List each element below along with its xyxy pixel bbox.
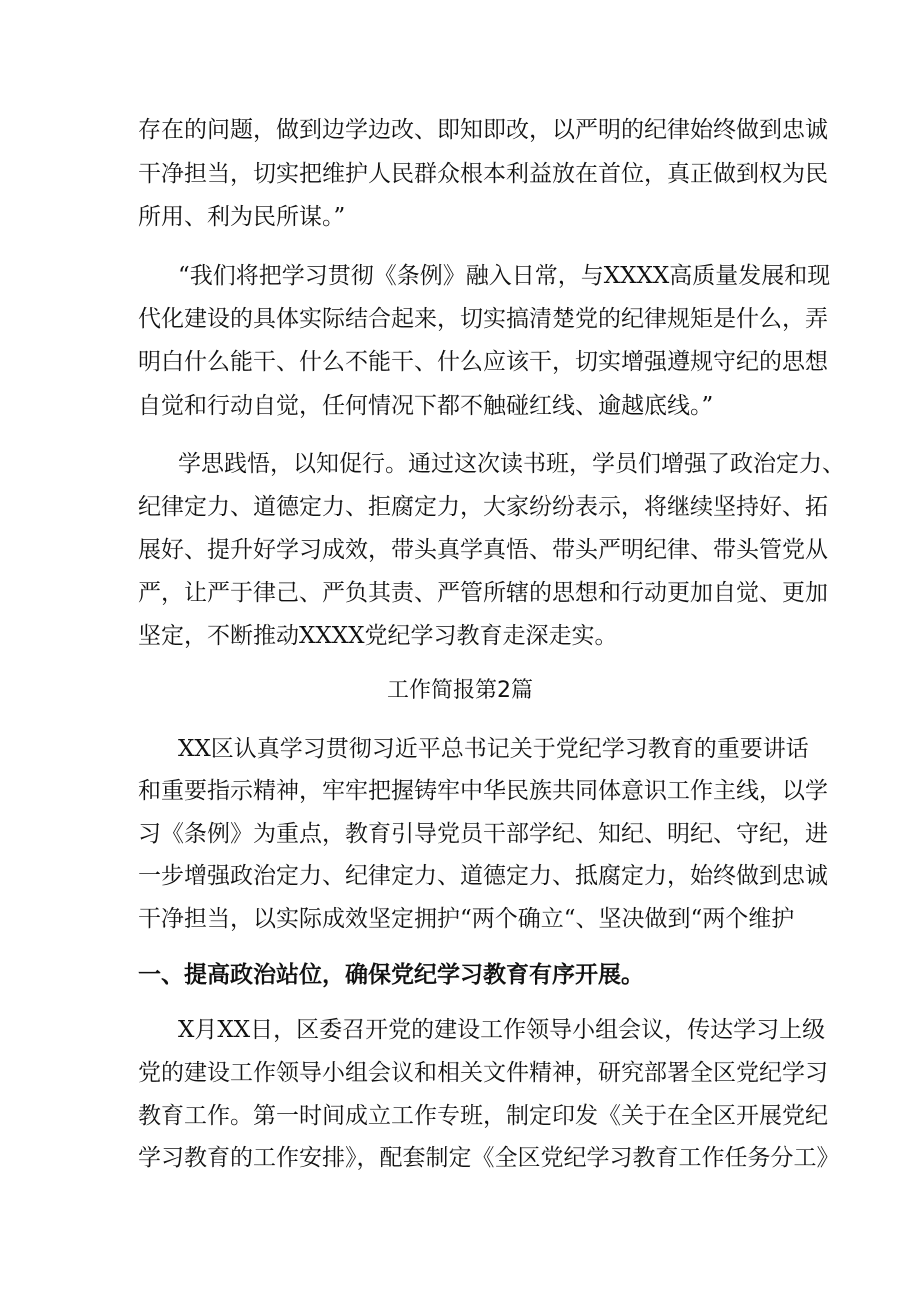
section-heading: 一、提高政治站位，确保党纪学习教育有序开展。 [138,962,644,988]
text-line: 党的建设工作领导小组会议和相关文件精神，研究部署全区党纪学习 [138,1060,828,1086]
text-line: 学思践悟，以知促行。通过这次读书班，学员们增强了政治定力、 [178,451,845,477]
text-line: X月XX日，区委召开党的建设工作领导小组会议，传达学习上级 [178,1017,826,1043]
text-line: 坚定，不断推动XXXX党纪学习教育走深走实。 [138,623,618,649]
text-line: 学习教育的工作安排》，配套制定《全区党纪学习教育工作任务分工》 [138,1145,840,1171]
text-line: XX区认真学习贯彻习近平总书记关于党纪学习教育的重要讲话 [178,736,809,762]
text-line: 习《条例》为重点，教育引导党员干部学纪、知纪、明纪、守纪，进 [138,821,828,847]
text-line: 代化建设的具体实际结合起来，切实搞清楚党的纪律规矩是什么，弄 [138,306,828,332]
text-line: 纪律定力、道德定力、拒腐定力，大家纷纷表示，将继续坚持好、拓 [138,494,828,520]
text-line: 和重要指示精神，牢牢把握铸牢中华民族共同体意识工作主线，以学 [138,778,828,804]
text-line: 明白什么能干、什么不能干、什么应该干，切实增强遵规守纪的思想 [138,349,828,375]
text-line: 干净担当，以实际成效坚定拥护“两个确立“、坚决做到“两个维护 [138,906,795,932]
text-line: 教育工作。第一时间成立工作专班，制定印发《关于在全区开展党纪 [138,1103,828,1129]
text-line: 一步增强政治定力、纪律定力、道德定力、抵腐定力，始终做到忠诚 [138,863,828,889]
section-title: 工作简报第2篇 [387,678,533,703]
text-line: 自觉和行动自觉，任何情况下都不触碰红线、逾越底线。” [138,393,714,419]
text-line: 所用、利为民所谋。” [138,204,346,230]
text-line: “我们将把学习贯彻《条例》融入日常，与XXXX高质量发展和现 [178,263,831,289]
text-line: 严，让严于律己、严负其责、严管所辖的思想和行动更加自觉、更加 [138,580,828,606]
text-line: 展好、提升好学习成效，带头真学真悟、带头严明纪律、带头管党从 [138,537,828,563]
text-line: 存在的问题，做到边学边改、即知即改，以严明的纪律始终做到忠诚 [138,117,828,143]
text-line: 干净担当，切实把维护人民群众根本利益放在首位，真正做到权为民 [138,161,828,187]
